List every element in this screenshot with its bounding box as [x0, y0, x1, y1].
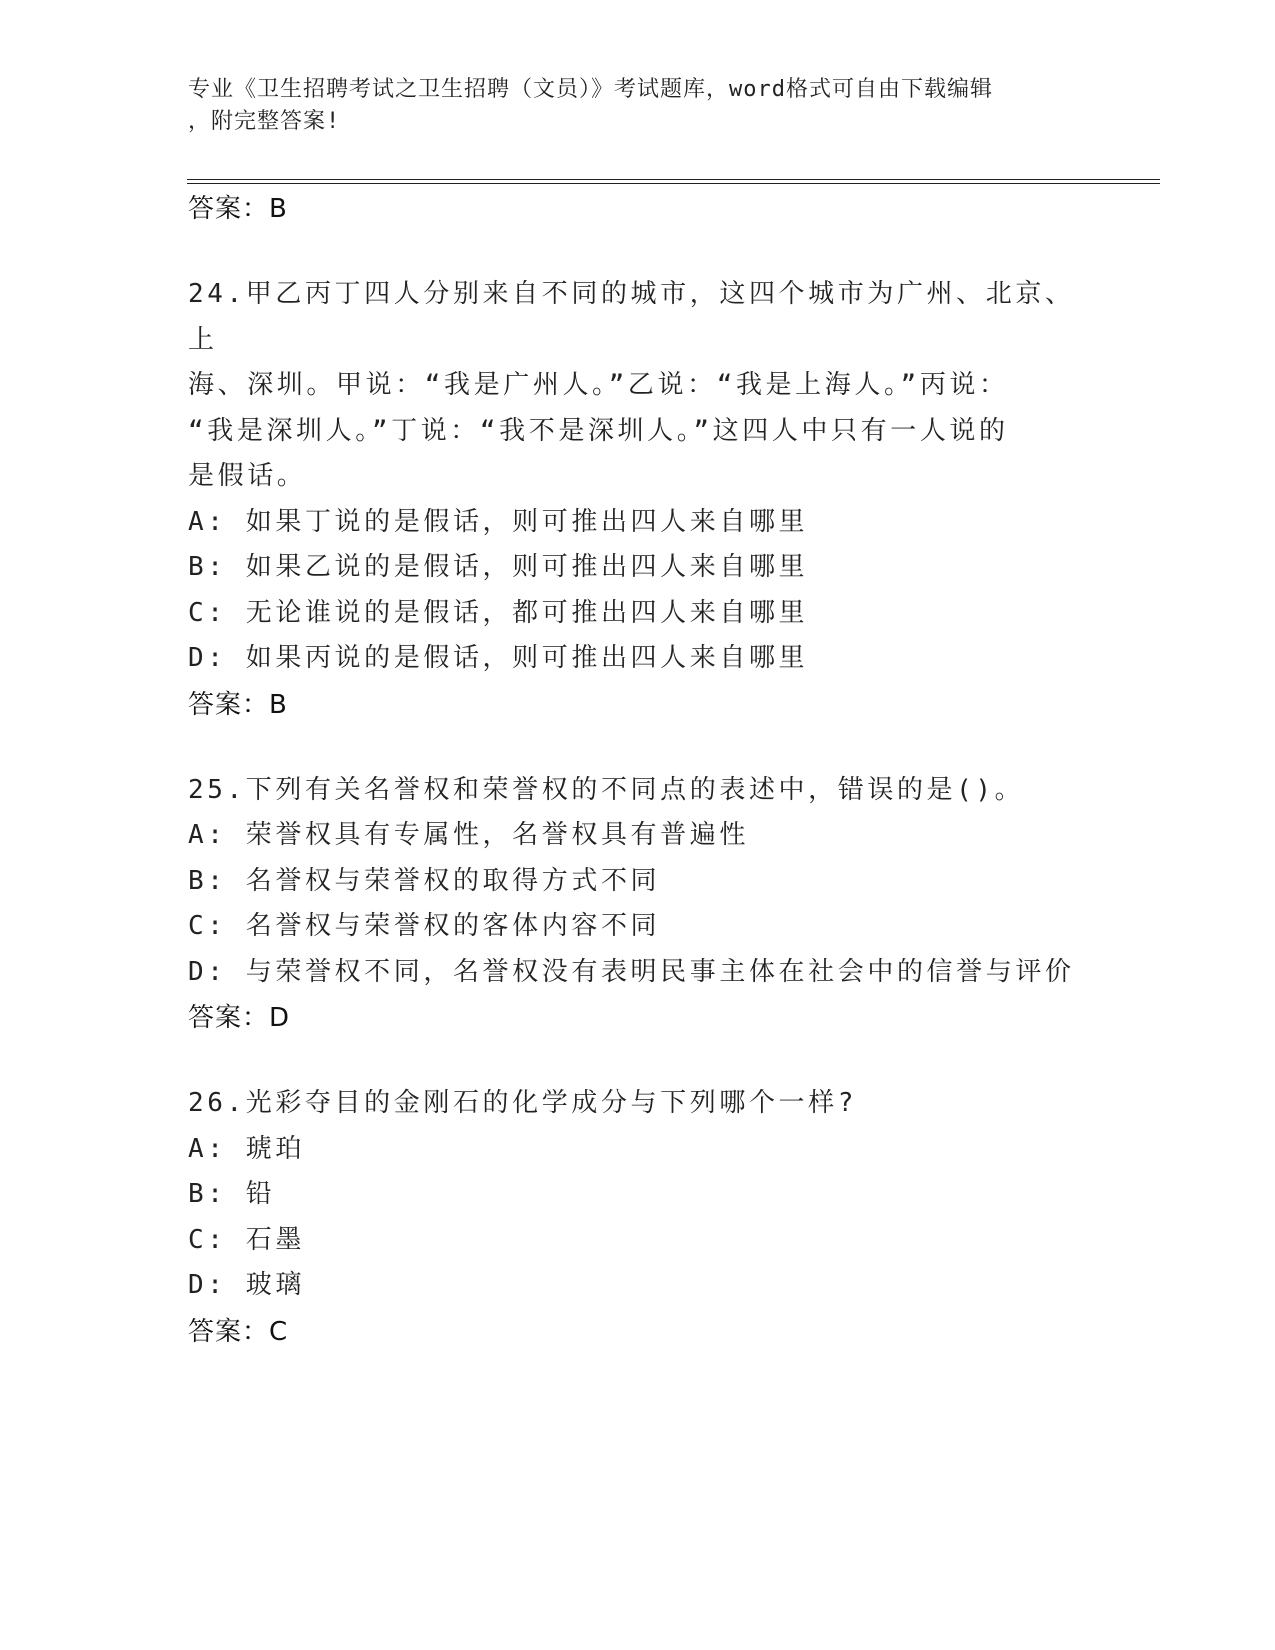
question-text-line: 24.甲乙丙丁四人分别来自不同的城市，这四个城市为广州、北京、上 [188, 279, 1075, 355]
option-a: A: 荣誉权具有专属性，名誉权具有普遍性 [188, 820, 749, 850]
answer-label: 答案：B [188, 689, 288, 720]
answer-label: 答案：C [188, 1316, 289, 1347]
question-text-line: 26.光彩夺目的金刚石的化学成分与下列哪个一样? [188, 1088, 858, 1118]
option-b: B: 名誉权与荣誉权的取得方式不同 [188, 865, 661, 896]
header-divider [187, 179, 1160, 184]
previous-answer: 答案：B [188, 194, 288, 224]
page-header [188, 74, 1088, 138]
option-c: C: 石墨 [188, 1224, 305, 1255]
option-d: D: 如果丙说的是假话，则可推出四人来自哪里 [188, 643, 809, 673]
option-d: D: 玻璃 [188, 1270, 305, 1300]
option-a: A: 如果丁说的是假话，则可推出四人来自哪里 [188, 506, 809, 537]
header-title-line: 专业《卫生招聘考试之卫生招聘（文员）》考试题库，word格式可自由下载编辑 [188, 77, 993, 102]
question-25 [188, 768, 1088, 1042]
option-c: C: 名誉权与荣誉权的客体内容不同 [188, 911, 661, 941]
question-text-line: 海、深圳。甲说：“我是广州人。”乙说：“我是上海人。”丙说： [188, 370, 1009, 400]
option-a: A: 琥珀 [188, 1133, 305, 1164]
option-b: B: 铅 [188, 1179, 276, 1209]
question-text-line: “我是深圳人。”丁说：“我不是深圳人。”这四人中只有一人说的 [188, 415, 1009, 446]
answer-label: 答案：D [188, 1003, 291, 1033]
question-text-line: 25.下列有关名誉权和荣誉权的不同点的表述中，错误的是()。 [188, 774, 1025, 805]
header-title-continuation: ，附完整答案! [188, 109, 341, 134]
question-list [188, 186, 1088, 1395]
option-b: B: 如果乙说的是假话，则可推出四人来自哪里 [188, 552, 809, 582]
question-24 [188, 272, 1088, 728]
question-26 [188, 1081, 1088, 1355]
option-d: D: 与荣誉权不同，名誉权没有表明民事主体在社会中的信誉与评价 [188, 956, 1075, 987]
question-text-line: 是假话。 [188, 461, 307, 491]
option-c: C: 无论谁说的是假话，都可推出四人来自哪里 [188, 597, 809, 628]
